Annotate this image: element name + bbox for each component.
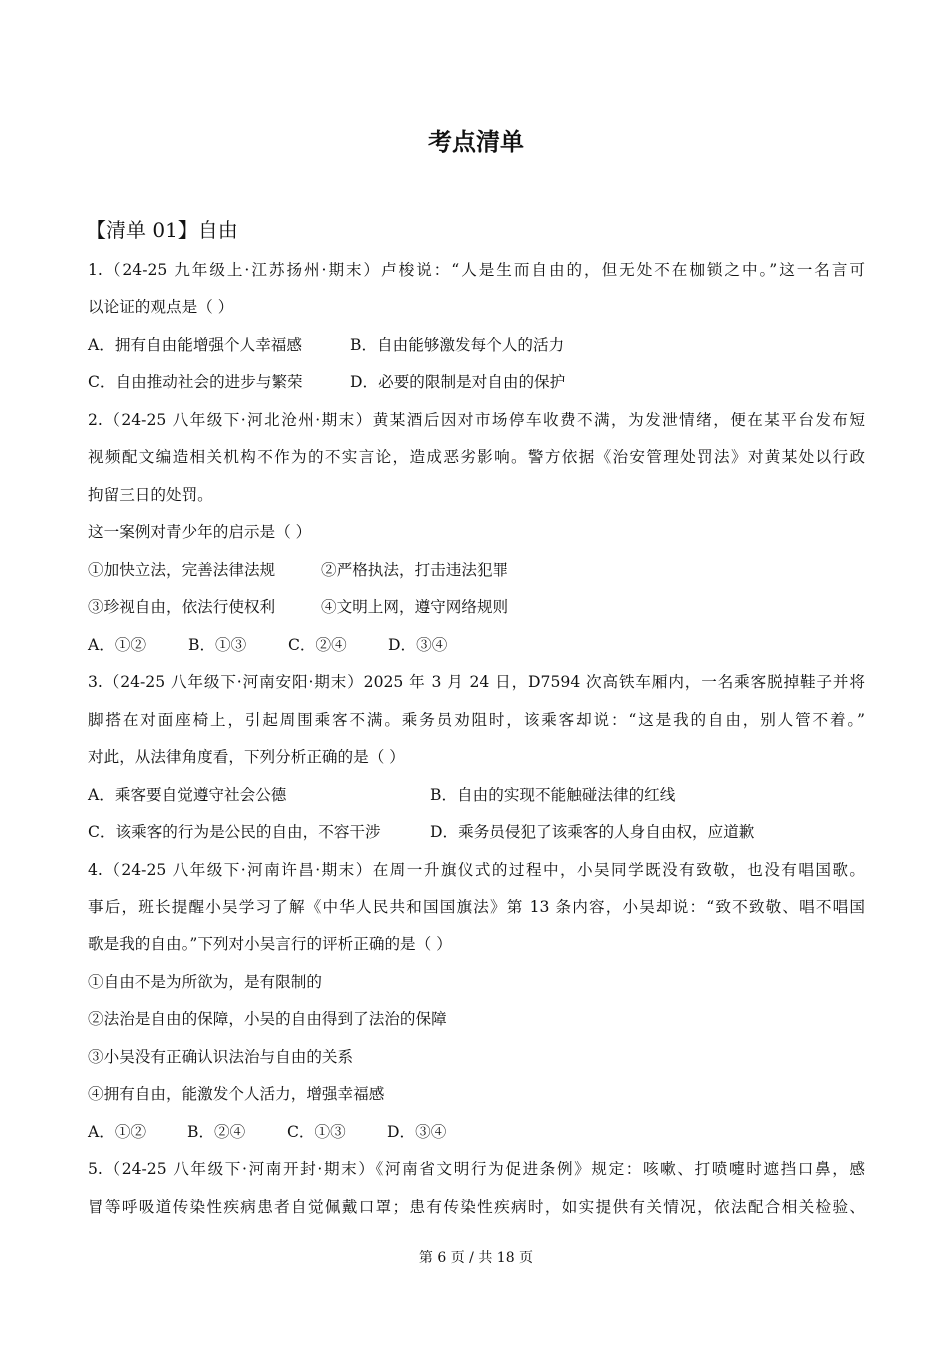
q2-stem: 2.（24-25 八年级下·河北沧州·期末）黄某酒后因对市场停车收费不满，为发泄情绪，便在某平台发布短 — [88, 410, 865, 429]
q3-options-ab — [88, 777, 865, 814]
q1-option-a: A．拥有自由能增强个人幸福感 — [88, 335, 302, 354]
q4-stem: 4.（24-25 八年级下·河南许昌·期末）在周一升旗仪式的过程中，小吴同学既没有致敬，也没有唱国歌。 — [88, 860, 865, 879]
q4-option-a: A．①② — [88, 1122, 147, 1141]
q4-statement-1: ①自由不是为所欲为，是有限制的 — [88, 972, 322, 991]
page-title: 考点清单 — [428, 127, 524, 156]
q1-stem: 1.（24-25 九年级上·江苏扬州·期末）卢梭说：“人是生而自由的，但无处不在枷锁之中。”这一名言可 — [88, 261, 865, 279]
q2-option-a: A．①② — [88, 635, 147, 654]
q2-stem: 拘留三日的处罚。 — [88, 485, 213, 504]
q2-options — [88, 627, 865, 664]
q3-stem: 3.（24-25 八年级下·河南安阳·期末）2025 年 3 月 24 日，D7594 次高铁车厢内，一名乘客脱掉鞋子并将 — [88, 673, 865, 692]
q3-option-b: B．自由的实现不能触碰法律的红线 — [430, 785, 676, 804]
q2-option-d: D．③④ — [388, 635, 448, 654]
q1-stem: 以论证的观点是（ ） — [88, 298, 234, 317]
q1-option-d: D．必要的限制是对自由的保护 — [350, 373, 566, 392]
question-list — [88, 252, 865, 1226]
q4-statement-4: ④拥有自由，能激发个人活力，增强幸福感 — [88, 1085, 385, 1104]
q3-option-a: A．乘客要自觉遵守社会公德 — [88, 785, 287, 804]
q4-option-d: D．③④ — [387, 1122, 447, 1141]
q2-statement-2: ②严格执法，打击违法犯罪 — [321, 560, 509, 579]
q2-question: 这一案例对青少年的启示是（ ） — [88, 523, 312, 542]
q2-statement-1: ①加快立法，完善法律法规 — [88, 560, 276, 579]
q5-stem: 冒等呼吸道传染性疾病患者自觉佩戴口罩；患有传染性疾病时，如实提供有关情况，依法配合相关检验、 — [88, 1197, 865, 1216]
q4-stem: 事后，班长提醒小吴学习了解《中华人民共和国国旗法》第 13 条内容，小吴却说：“致不致敬、唱不唱国 — [88, 897, 865, 916]
q3-stem: 脚搭在对面座椅上，引起周围乘客不满。乘务员劝阻时，该乘客却说：“这是我的自由，别人管不着。” — [88, 710, 865, 729]
q4-statement-2: ②法治是自由的保障，小吴的自由得到了法治的保障 — [88, 1010, 447, 1029]
q3-option-c: C．该乘客的行为是公民的自由，不容干涉 — [88, 823, 381, 842]
q2-statements — [88, 552, 865, 589]
q1-options-ab — [88, 327, 865, 364]
q3-options-cd — [88, 814, 865, 851]
q4-stem: 歌是我的自由。”下列对小吴言行的评析正确的是（ ） — [88, 935, 452, 954]
q3-stem: 对此，从法律角度看，下列分析正确的是（ ） — [88, 748, 405, 767]
q3-option-d: D．乘务员侵犯了该乘客的人身自由权，应道歉 — [430, 823, 755, 842]
q2-statements — [88, 589, 865, 626]
q2-statement-4: ④文明上网，遵守网络规则 — [321, 598, 509, 617]
q4-statement-3: ③小吴没有正确认识法治与自由的关系 — [88, 1047, 354, 1066]
q5-stem: 5.（24-25 八年级下·河南开封·期末）《河南省文明行为促进条例》规定：咳嗽、打喷嚏时遮挡口鼻，感 — [88, 1160, 865, 1179]
q2-option-b: B．①③ — [188, 635, 247, 654]
q1-options-cd — [88, 364, 865, 401]
q2-statement-3: ③珍视自由，依法行使权利 — [88, 598, 276, 617]
q4-option-b: B．②④ — [187, 1122, 246, 1141]
q2-stem: 视频配文编造相关机构不作为的不实言论，造成恶劣影响。警方依据《治安管理处罚法》对黄某处以行政 — [88, 448, 865, 467]
page-footer: 第 6 页 / 共 18 页 — [418, 1250, 534, 1266]
q4-option-c: C．①③ — [287, 1122, 346, 1141]
q1-option-c: C．自由推动社会的进步与繁荣 — [88, 373, 303, 392]
q4-options — [88, 1114, 865, 1151]
section-heading: 【清单 01】自由 — [86, 218, 238, 242]
q1-option-b: B．自由能够激发每个人的活力 — [350, 335, 565, 354]
q2-option-c: C．②④ — [288, 635, 347, 654]
